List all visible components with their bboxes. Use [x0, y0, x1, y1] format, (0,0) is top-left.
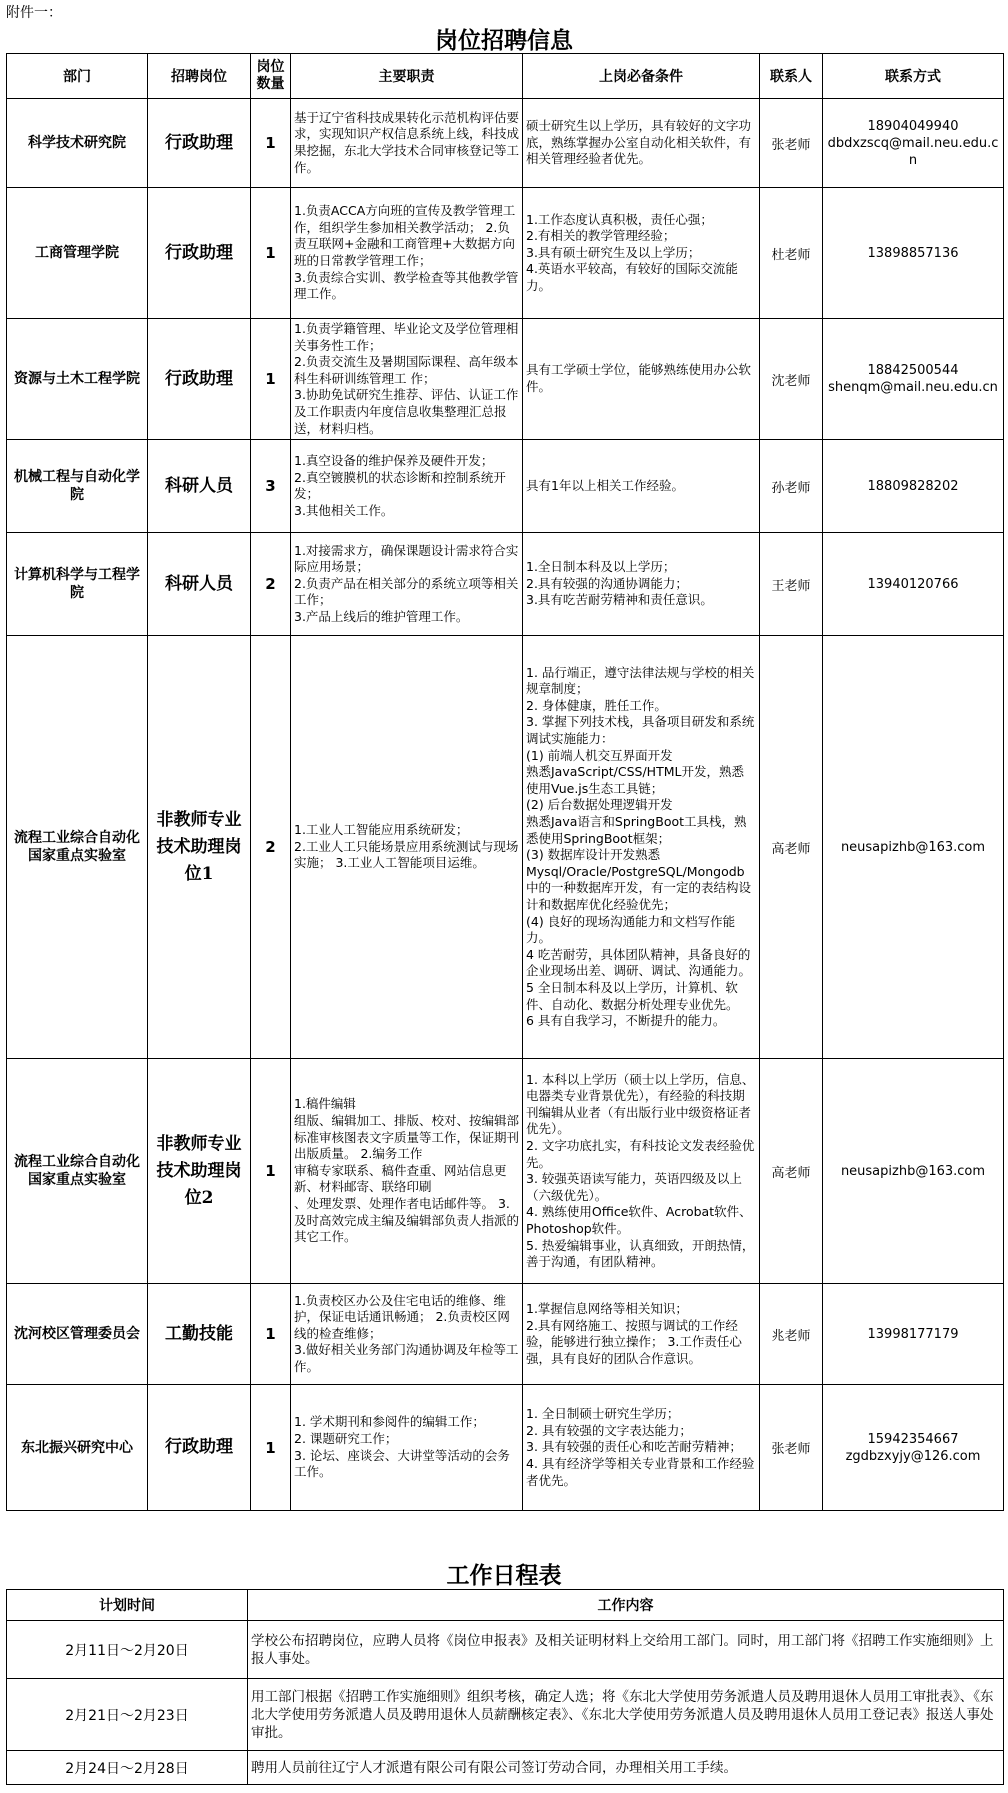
- duties-cell: 1.工业人工智能应用系统研发； 2.工业人工只能场景应用系统测试与现场实施； 3.工业人工智能项目运维。: [291, 636, 523, 1059]
- requirements-cell: 1. 本科以上学历（硕士以上学历，信息、电器类专业背景优先），有经验的科技期刊编辑从业者（有出版行业中级资格证者优先）。 2. 文字功底扎实，有科技论文发表经验优先。 3. 较强英语读写能力，英语四级及以上（六级优先）。 4. 熟练使用Office软件、Acrobat软件、Photoshop软件。 5. 热爱编辑事业，认真细致，开朗热情，善于沟通，有团队精神。: [523, 1059, 760, 1284]
- contact-info-cell: 18842500544 shenqm@mail.neu.edu.cn: [823, 319, 1004, 440]
- contact-person-cell: 王老师: [760, 533, 823, 636]
- table-row: [7, 533, 1004, 636]
- requirements-cell: 具有1年以上相关工作经验。: [523, 440, 760, 533]
- contact-person-cell: 高老师: [760, 1059, 823, 1284]
- contact-info-cell: 18809828202: [823, 440, 1004, 533]
- position-cell: 科研人员: [148, 440, 251, 533]
- position-cell: 行政助理: [148, 188, 251, 319]
- contact-info-cell: 18904049940 dbdxzscq@mail.neu.edu.cn: [823, 99, 1004, 188]
- contact-info-cell: neusapizhb@163.com: [823, 1059, 1004, 1284]
- dept-cell: 东北振兴研究中心: [7, 1385, 148, 1511]
- requirements-cell: 1.工作态度认真积极，责任心强； 2.有相关的教学管理经验； 3.具有硕士研究生及以上学历； 4.英语水平较高，有较好的国际交流能力。: [523, 188, 760, 319]
- requirements-cell: 1.全日制本科及以上学历； 2.具有较强的沟通协调能力； 3.具有吃苦耐劳精神和责任意识。: [523, 533, 760, 636]
- position-cell: 行政助理: [148, 1385, 251, 1511]
- schedule-header-time: 计划时间: [7, 1590, 248, 1621]
- requirements-cell: 1.掌握信息网络等相关知识； 2.具有网络施工、按照与调试的工作经验，能够进行独立操作； 3.工作责任心强，具有良好的团队合作意识。: [523, 1284, 760, 1385]
- schedule-time-cell: 2月24日～2月28日: [7, 1751, 248, 1785]
- contact-info-cell: 13898857136: [823, 188, 1004, 319]
- duties-cell: 1.负责ACCA方向班的宣传及教学管理工作，组织学生参加相关教学活动； 2.负责互联网+金融和工商管理+大数据方向班的日常教学管理工作； 3.负责综合实训、教学检查等其他教学管理工作。: [291, 188, 523, 319]
- header-contact-info: 联系方式: [823, 54, 1004, 99]
- contact-person-cell: 张老师: [760, 99, 823, 188]
- table-row: [7, 1284, 1004, 1385]
- requirements-cell: 1. 品行端正，遵守法律法规与学校的相关规章制度； 2. 身体健康，胜任工作。 3. 掌握下列技术栈，具备项目研发和系统调试实施能力： (1) 前端人机交互界面开发 熟悉JavaScript/CSS/HTML开发，熟悉使用Vue.js生态工具链； (2) 后台数据处理逻辑开发 熟悉Java语言和SpringBoot工具栈，熟悉使用SpringBoot框架； (3) 数据库设计开发熟悉Mysql/Oracle/PostgreSQL/Mongodb中的一种数据库开发，有一定的表结构设计和数据库优化经验优先； (4) 良好的现场沟通能力和文档写作能力。 4 吃苦耐劳，具体团队精神，具备良好的企业现场出差、调研、调试、沟通能力。 5 全日制本科及以上学历，计算机、软件、自动化、数据分析处理专业优先。 6 具有自我学习，不断提升的能力。: [523, 636, 760, 1059]
- schedule-row: [7, 1679, 1004, 1751]
- header-contact: 联系人: [760, 54, 823, 99]
- position-cell: 行政助理: [148, 99, 251, 188]
- table-row: [7, 1059, 1004, 1284]
- schedule-row: [7, 1751, 1004, 1785]
- dept-cell: 流程工业综合自动化国家重点实验室: [7, 636, 148, 1059]
- duties-cell: 基于辽宁省科技成果转化示范机构评估要求，实现知识产权信息系统上线，科技成果挖掘，东北大学技术合同审核登记等工作。: [291, 99, 523, 188]
- duties-cell: 1.负责校区办公及住宅电话的维修、维护，保证电话通讯畅通； 2.负责校区网线的检查维修； 3.做好相关业务部门沟通协调及年检等工作。: [291, 1284, 523, 1385]
- quota-cell: 1: [251, 188, 291, 319]
- header-quota: 岗位数量: [251, 54, 291, 99]
- position-cell: 非教师专业技术助理岗位2: [148, 1059, 251, 1284]
- job-table: [6, 53, 1004, 1511]
- dept-cell: 沈河校区管理委员会: [7, 1284, 148, 1385]
- duties-cell: 1.负责学籍管理、毕业论文及学位管理相关事务性工作； 2.负责交流生及暑期国际课程、高年级本科生科研训练管理工 作； 3.协助免试研究生推荐、评估、认证工作及工作职责内年度信息收集整理汇总报送，材料归档。: [291, 319, 523, 440]
- position-cell: 行政助理: [148, 319, 251, 440]
- duties-cell: 1.稿件编辑 组版、编辑加工、排版、校对、按编辑部标准审核图表文字质量等工作，保证期刊出版质量。 2.编务工作 审稿专家联系、稿件查重、网站信息更新、材料邮寄、联络印刷 、处理发票、处理作者电话邮件等。 3.及时高效完成主编及编辑部负责人指派的其它工作。: [291, 1059, 523, 1284]
- contact-person-cell: 高老师: [760, 636, 823, 1059]
- contact-info-cell: 15942354667 zgdbzxyjy@126.com: [823, 1385, 1004, 1511]
- contact-person-cell: 沈老师: [760, 319, 823, 440]
- quota-cell: 2: [251, 533, 291, 636]
- header-dept: 部门: [7, 54, 148, 99]
- quota-cell: 3: [251, 440, 291, 533]
- schedule-row: [7, 1621, 1004, 1679]
- table-row: [7, 319, 1004, 440]
- contact-person-cell: 杜老师: [760, 188, 823, 319]
- contact-info-cell: 13940120766: [823, 533, 1004, 636]
- contact-person-cell: 兆老师: [760, 1284, 823, 1385]
- schedule-time-cell: 2月11日～2月20日: [7, 1621, 248, 1679]
- position-cell: 工勤技能: [148, 1284, 251, 1385]
- schedule-content-cell: 用工部门根据《招聘工作实施细则》组织考核，确定人选；将《东北大学使用劳务派遣人员及聘用退休人员用工审批表》、《东北大学使用劳务派遣人员及聘用退休人员薪酬核定表》、《东北大学使用劳务派遣人员及聘用退休人员用工登记表》报送人事处审批。: [248, 1679, 1004, 1751]
- quota-cell: 1: [251, 99, 291, 188]
- contact-person-cell: 孙老师: [760, 440, 823, 533]
- dept-cell: 流程工业综合自动化国家重点实验室: [7, 1059, 148, 1284]
- dept-cell: 计算机科学与工程学院: [7, 533, 148, 636]
- position-cell: 非教师专业技术助理岗位1: [148, 636, 251, 1059]
- duties-cell: 1.真空设备的维护保养及硬件开发； 2.真空镀膜机的状态诊断和控制系统开发； 3.其他相关工作。: [291, 440, 523, 533]
- header-duties: 主要职责: [291, 54, 523, 99]
- contact-info-cell: 13998177179: [823, 1284, 1004, 1385]
- requirements-cell: 硕士研究生以上学历，具有较好的文字功底，熟练掌握办公室自动化相关软件，有相关管理经验者优先。: [523, 99, 760, 188]
- requirements-cell: 1. 全日制硕士研究生学历； 2. 具有较强的文字表达能力； 3. 具有较强的责任心和吃苦耐劳精神； 4. 具有经济学等相关专业背景和工作经验者优先。: [523, 1385, 760, 1511]
- table-row: [7, 440, 1004, 533]
- quota-cell: 1: [251, 1284, 291, 1385]
- schedule-table: [6, 1589, 1004, 1785]
- dept-cell: 科学技术研究院: [7, 99, 148, 188]
- quota-cell: 2: [251, 636, 291, 1059]
- table-row: [7, 1385, 1004, 1511]
- schedule-title: 工作日程表: [446, 1562, 562, 1589]
- contact-person-cell: 张老师: [760, 1385, 823, 1511]
- header-requirements: 上岗必备条件: [523, 54, 760, 99]
- attachment-label: 附件一：: [6, 5, 62, 21]
- quota-cell: 1: [251, 1059, 291, 1284]
- dept-cell: 机械工程与自动化学院: [7, 440, 148, 533]
- header-position: 招聘岗位: [148, 54, 251, 99]
- schedule-time-cell: 2月21日～2月23日: [7, 1679, 248, 1751]
- quota-cell: 1: [251, 1385, 291, 1511]
- dept-cell: 工商管理学院: [7, 188, 148, 319]
- table-row: [7, 636, 1004, 1059]
- table-row: [7, 188, 1004, 319]
- position-cell: 科研人员: [148, 533, 251, 636]
- schedule-header-content: 工作内容: [248, 1590, 1004, 1621]
- table-row: [7, 99, 1004, 188]
- schedule-content-cell: 聘用人员前往辽宁人才派遣有限公司有限公司签订劳动合同，办理相关用工手续。: [248, 1751, 1004, 1785]
- page-title: 岗位招聘信息: [435, 27, 573, 54]
- contact-info-cell: neusapizhb@163.com: [823, 636, 1004, 1059]
- requirements-cell: 具有工学硕士学位，能够熟练使用办公软件。: [523, 319, 760, 440]
- dept-cell: 资源与土木工程学院: [7, 319, 148, 440]
- schedule-content-cell: 学校公布招聘岗位，应聘人员将《岗位申报表》及相关证明材料上交给用工部门。同时，用工部门将《招聘工作实施细则》上报人事处。: [248, 1621, 1004, 1679]
- schedule-header: [7, 1590, 1004, 1621]
- quota-cell: 1: [251, 319, 291, 440]
- duties-cell: 1. 学术期刊和参阅件的编辑工作； 2. 课题研究工作； 3. 论坛、座谈会、大讲堂等活动的会务工作。: [291, 1385, 523, 1511]
- duties-cell: 1.对接需求方，确保课题设计需求符合实际应用场景； 2.负责产品在相关部分的系统立项等相关工作； 3.产品上线后的维护管理工作。: [291, 533, 523, 636]
- job-table-header: [7, 54, 1004, 99]
